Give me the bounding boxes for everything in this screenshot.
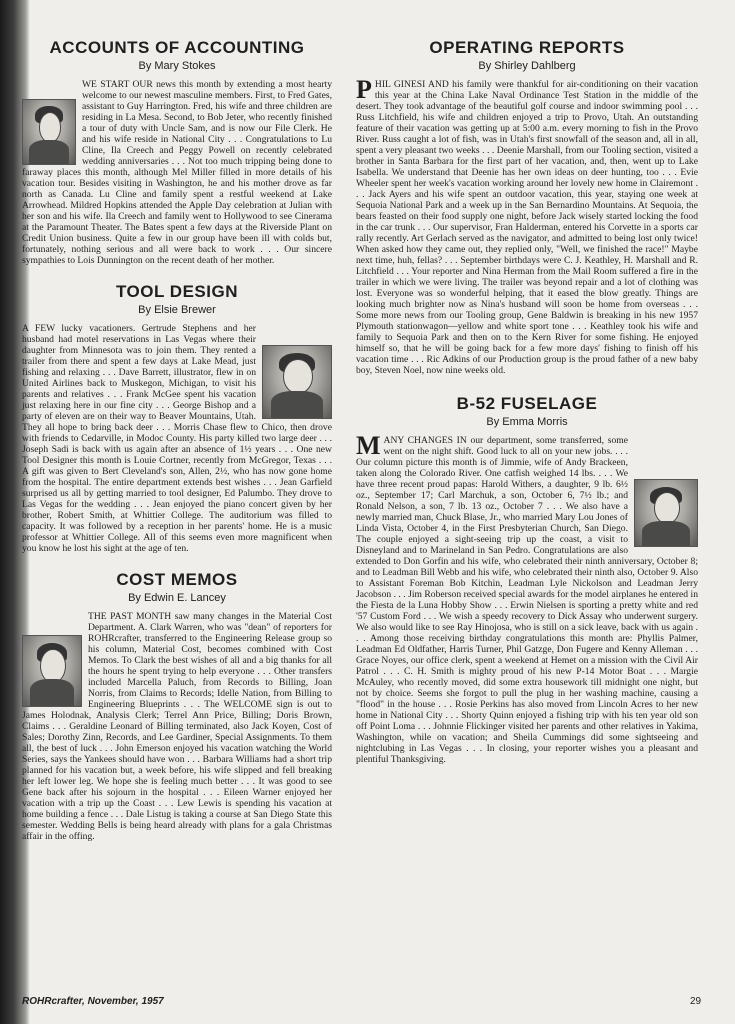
operating-section [356, 38, 698, 376]
accounting-body: WE START OUR news this month by extending a most hearty welcome to our newest masculine members. First, to Fred Gates, assistant to Guy Harrington. Fred, his wife and three children are residing in La Mesa. Second, to Bob Jeter, who recently finished a tour of duty with Uncle Sam, and is now our File Clerk. He and his wife reside in National City . . . Congratulations to Lu Cline, Ila Creech and Peggy Powell on recently celebrated wedding anniversaries . . . Not too much tripping being done to faraway places this month, although Mel Miller filled in more details of his vacation tour. Besides visiting in Washington, he and his mother drove as far north as Canada. Lu Cline and family spent a restful weekend at Lake Arrowhead. Mildred Hopkins attended the Apple Day celebration at Julian with her son and his wife. Ila Creech and family went to Hollywood to see Cinerama at the Paramount Theater. The Bates spent a few days at the Riverside Plant on Credit Union business. Quite a few in our group have been ill with colds but, fortunately, nothing serious and all were back to work . . . Our sincere sympathies to Lois Dunnington on the recent death of her mother. [22, 79, 332, 266]
b52-dropcap: M [356, 431, 381, 460]
operating-title: OPERATING REPORTS [429, 38, 625, 57]
operating-byline: By Shirley Dahlberg [478, 60, 576, 72]
emma-morris-portrait [634, 479, 698, 547]
tool-design-section [22, 282, 332, 554]
operating-body: HIL GINESI AND his family were thankful for air-conditioning on their vacation this year at the China Lake Naval Ordinance Test Station in the middle of the desert. They took advantage of the beautiful golf course and indoor swimming pool . . . Russ Litchfield, his wife and children enjoyed a trip to Provo, Utah. An outstanding feature of their vacation was getting up at 5:00 a.m. every morning to fish in the Provo River. Russ caught a lot of fish, was in Utah's first snowfall of the season and, all in all, spent a very pleasant two weeks . . . Deenie Marshall, from our Tooling section, visited a brother in Santa Barbara for the first part of her vacation, and, then, went up to Lake Isabella. We understand that Deenie has her own ideas on deer hunting, too . . . Evie Wheeler spent her week's vacation working around her lovely new home in Clairemont . . . Jack Ayers and his wife spent an outdoor vacation, this year, staying one week at Sequoia National Park and a week up in the San Bernardino Mountains. At Sequoia, the bears feasted on their food supply one night, before Jack wisely started locking the food in the car trunk . . . Our supervisor, Fran Halderman, entered his Corvette in a sports car rally recently. Art Gerlach served as the navigator, and admitted to being lost only twice! When asked how they came out, they replied only, "Well, we finished the race!" Maybe next time, huh, fellas? . . . September birthdays were C. J. Keathley, H. Marshall and R. Litchfield . . . Your reporter and Nina Herman from the Mail Room suffered a fire in the trailer in which we were living. The trailer was beyond repair and a lot of clothing was lost. Everyone was so wonderful helping, that it eased the blow greatly. Things are looking much brighter now as Nina's husband will soon be home from overseas . . . Some more news from our Tooling group, Gene Baldwin is breaking in his new 1957 Plymouth stationwagon—yellow and white sport tone . . . Keathley took his wife and family to Sequoia Park and then on to the Kern River for some fishing. He enjoyed himself so, that he will be going back for a few more days' fishing to finish off his vacation time . . . Ric Adkins of our Production group is the proud father of a new baby boy, Steven Noel, now nine weeks old. [356, 79, 698, 376]
mary-stokes-portrait [22, 99, 76, 165]
cost-memos-title: COST MEMOS [116, 570, 238, 589]
elsie-brewer-portrait [262, 345, 332, 419]
operating-dropcap: P [356, 75, 372, 104]
accounting-byline: By Mary Stokes [138, 60, 216, 72]
right-column [356, 38, 698, 775]
left-column [22, 38, 332, 852]
b52-byline: By Emma Morris [486, 416, 568, 428]
operating-body-paragraph [356, 75, 698, 376]
edwin-lancey-portrait [22, 635, 82, 707]
tool-design-title: TOOL DESIGN [115, 282, 238, 301]
accounting-section [22, 38, 332, 266]
tool-design-body: A FEW lucky vacationers. Gertrude Stephens and her husband had motel reservations in Las Vegas where their daughter from Minnesota was to join them. They rented a trailer from there and spent a few days at Lake Mead, just fishing and relaxing . . . Dave Barrett, illustrator, flew in on United Airlines back to Muskegon, Michigan, to visit his parents and relatives . . . Frank McGee spent his vacation just relaxing here in our fine city . . . George Bishop and a party of eleven are on their way to Beaver Mountains, Utah. They all hope to bring back deer . . . Morris Chase flew to Chico, then drove with friends to Cedarville, in Modoc County. His party killed two large deer . . . Joseph Sadi is back with us again after an absence of 1½ years . . . One new Tool Designer this month is Louie Cortner, recently from McGregor, Texas . . . A gift was given to Bert Cleveland's son, Allen, 2½, who has now gone home from the hospital. The entire department extends best wishes . . . Jean Garfield surprised us all by getting married to tool designer, Ed Palumbo. They drove to Las Vegas for the wedding . . . Jean enjoyed the piano concert given by her brother, Robert Smith, at Whittier College. The auditorium was filled to capacity. It was followed by a reception in her parents' home. He is a music professor at Whittier College. All of this seems even more magnificent when you know he lost his sight at the age of ten. [22, 323, 332, 554]
cost-memos-section [22, 570, 332, 842]
cost-memos-body: THE PAST MONTH saw many changes in the Material Cost Department. A. Clark Warren, who was "dean" of reporters for ROHRcrafter, transferred to the Engineering Release group so his column, Material Cost, becomes combined with Cost Memos. To Clark the best wishes of all and a big thanks for all the hours he spent trying to help everyone . . . Other transfers included Marcella Paluch, from Records to Billing, Joan Norris, from Claims to Records; Idelle Nation, from Billing to Engineering Blueprints . . . The WELCOME sign is out to James Holodnak, Analysis Clerk; Terrel Ann Price, Billing; Doris Brown, Claims . . . Geraldine Leonard of Billing terminated, also Jack Koyen, Cost of Sales; Dorothy Zinn, Records, and Lee Gardiner, Special Assignments. To them all, the best of luck . . . John Emerson enjoyed his vacation watching the World Series, says the Yankees should have won . . . Barbara Williams had a short trip planned for his vacation but, a week before, his wife slipped and fell breaking her left lower leg. We hope she is feeling much better . . . It was good to see Gene back after his sojourn in the hospital . . . Eileen Warner enjoyed her vacation with a trip up the Coast . . . Lew Lewis is spending his vacation at home building a fence . . . Dale Listug is taking a course at San Diego State this semester. Wedding Bells is being heard already with plans for a gala Christmas affair in the offing. [22, 611, 332, 842]
b52-section [356, 394, 698, 765]
cost-memos-byline: By Edwin E. Lancey [128, 592, 226, 604]
b52-body: ANY CHANGES IN our department, some transferred, some went on the night shift. Good luck to all on your new jobs. . . . Our column picture this month is of Jimmie, wife of Andy Brackeen, taken along the Colorado River. One catfish weighed 14 lbs. . . . We have three recent proud papas: Harold Withers, a daughter, 9 lb. 6½ oz., September 17; Carl Marchuk, a son, October 6, 7½ lb.; and Ronald Nelson, a son, 7 lb. 13 oz., October 7 . . . We also have a newly married man, Chuck Blase, Jr., who married Mary Lou Jones of Linda Vista, October 4, in the First Presbyterian Church, San Diego. The couple enjoyed a sight-seeing trip up the coast, a visit to Disneyland and to Marineland in San Pedro. Congratulations are also extended to Don Gorfin and his wife, who celebrated their ninth anniversary, October 8; and to Leadman Bill Webb and his wife, who celebrated their ninth also, October 9. Also to Assistant Foreman Bob Kitchin, Leadman Lyle Nickolson and Leadman Jerry Jacobson . . . Jim Roberson received special awards for the model airplanes he entered in the Fiesta de la Luna Hobby Show . . . Erwin Nielsen is sporting a pretty white and red '57 Custom Ford . . . We wish a speedy recovery to Dick Assay who underwent surgery. We also would like to see Ray Hinojosa, who is still on a sick leave, back with us again . . . Among those receiving birthday congratulations this month are: Phyllis Palmer, Leadman Ed Oldfather, Harris Turner, Phil Gatzge, Don Fugere and Kenny Alleman . . . Grace Noyes, our office clerk, spent a weekend at Hemet on a mission with the Civil Air Patrol . . . C. H. Smith is mighty proud of his new P-14 Motor Boat . . . Margie McAuley, who recently moved, did some extra housework till midnight one night, but not by choice. Seems she forgot to pull the plug in her washing machine, causing a "flood" in the house . . . Rosie Perkins has also moved from Lincoln Acres to her new home in National City . . . Shorty Quinn enjoyed a fishing trip with his ten year old son off Point Loma . . . Johnnie Flickinger visited her parents and other relatives in Yakima, Washington, while on vacation; and Sheila Cummings did some sightseeing and nightclubing in Las Vegas . . . In closing, your reporter wishes you a pleasant and plentiful Thanksgiving. [356, 435, 698, 765]
tool-design-byline: By Elsie Brewer [138, 304, 216, 316]
publication-footer: ROHRcrafter, November, 1957 [22, 996, 164, 1007]
b52-title: B-52 FUSELAGE [456, 394, 598, 413]
accounting-title: ACCOUNTS OF ACCOUNTING [49, 38, 305, 57]
page-number: 29 [690, 996, 702, 1007]
